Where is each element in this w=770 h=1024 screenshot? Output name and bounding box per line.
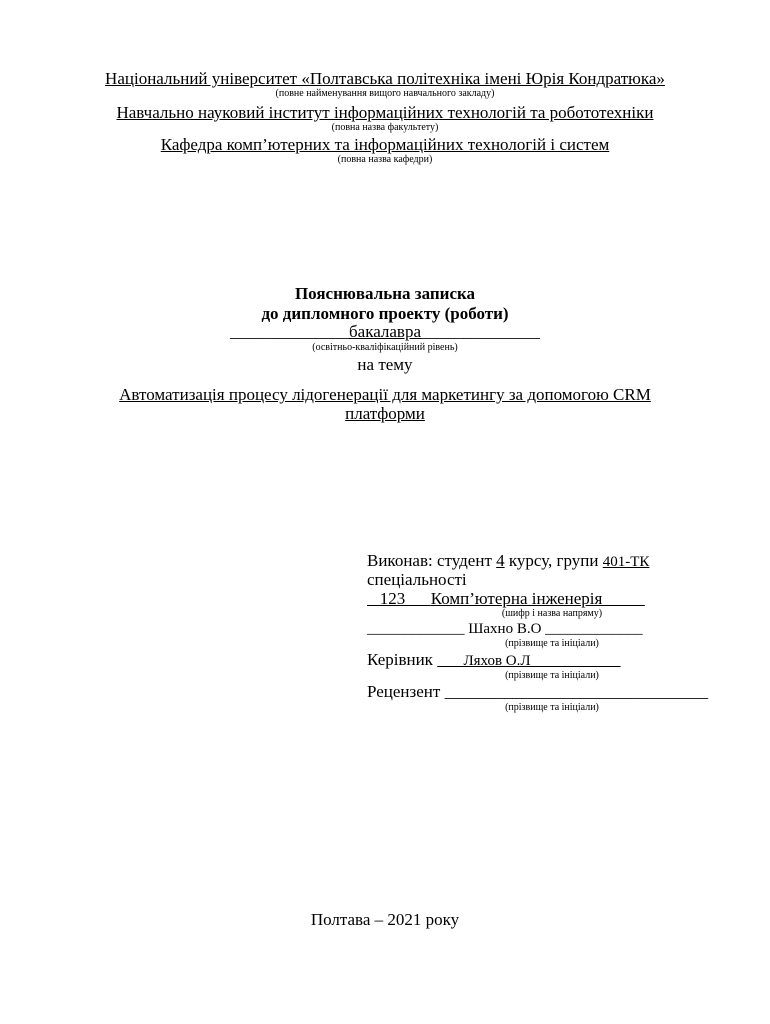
document-title: Пояснювальна записка xyxy=(294,284,476,303)
supervisor-caption: (прізвище та ініціали) xyxy=(505,670,599,681)
institute-caption: (повна назва факультету) xyxy=(331,122,439,133)
on-topic-label: на тему xyxy=(357,355,413,374)
reviewer-label: Рецензент xyxy=(367,682,445,701)
student-caption: (прізвище та ініціали) xyxy=(505,638,599,649)
performed-prefix: Виконав: студент xyxy=(367,551,497,570)
qualification-level: бакалавра xyxy=(349,322,421,341)
university-caption: (повне найменування вищого навчального закладу) xyxy=(275,88,495,99)
supervisor-name: Ляхов О.Л xyxy=(437,653,621,669)
course-number: 4 xyxy=(496,551,505,570)
department-name: Кафедра комп’ютерних та інформаційних технологій і систем xyxy=(160,135,610,154)
topic-line-1: Автоматизація процесу лідогенерації для маркетингу за допомогою CRM xyxy=(119,385,651,404)
specialty-label: спеціальності xyxy=(367,570,467,589)
level-prefix-underline: ______________ xyxy=(230,322,349,341)
supervisor-line xyxy=(367,650,621,671)
city-year: Полтава – 2021 року xyxy=(310,910,460,929)
performed-by-line xyxy=(367,551,649,572)
department-caption: (повна назва кафедри) xyxy=(337,154,433,165)
course-mid: курсу, групи xyxy=(504,551,603,570)
specialty-name: Комп’ютерна інженерія xyxy=(430,589,645,608)
reviewer-line xyxy=(367,682,708,702)
university-name: Національний університет «Полтавська політехніка імені Юрія Кондратюка» xyxy=(105,69,665,88)
qualification-level-caption: (освітньо-кваліфікаційний рівень) xyxy=(312,342,458,353)
group-code: 401-ТК xyxy=(602,554,650,570)
reviewer-caption: (прізвище та ініціали) xyxy=(505,702,599,713)
reviewer-underline: _______________________________ xyxy=(444,682,709,701)
institute-name: Навчально науковий інститут інформаційних технологій та робототехніки xyxy=(116,103,654,122)
specialty-line xyxy=(367,589,645,609)
level-suffix-underline: ______________ xyxy=(421,322,540,341)
document-subtitle: до дипломного проекту (роботи) xyxy=(261,304,509,323)
qualification-level-line xyxy=(0,322,770,342)
topic-line-2: платформи xyxy=(345,404,425,423)
specialty-caption: (шифр і назва напряму) xyxy=(501,608,603,619)
supervisor-label: Керівник xyxy=(367,650,438,669)
specialty-code: 123 xyxy=(367,589,431,608)
student-name-line: _____________ Шахно В.О _____________ xyxy=(367,621,643,637)
